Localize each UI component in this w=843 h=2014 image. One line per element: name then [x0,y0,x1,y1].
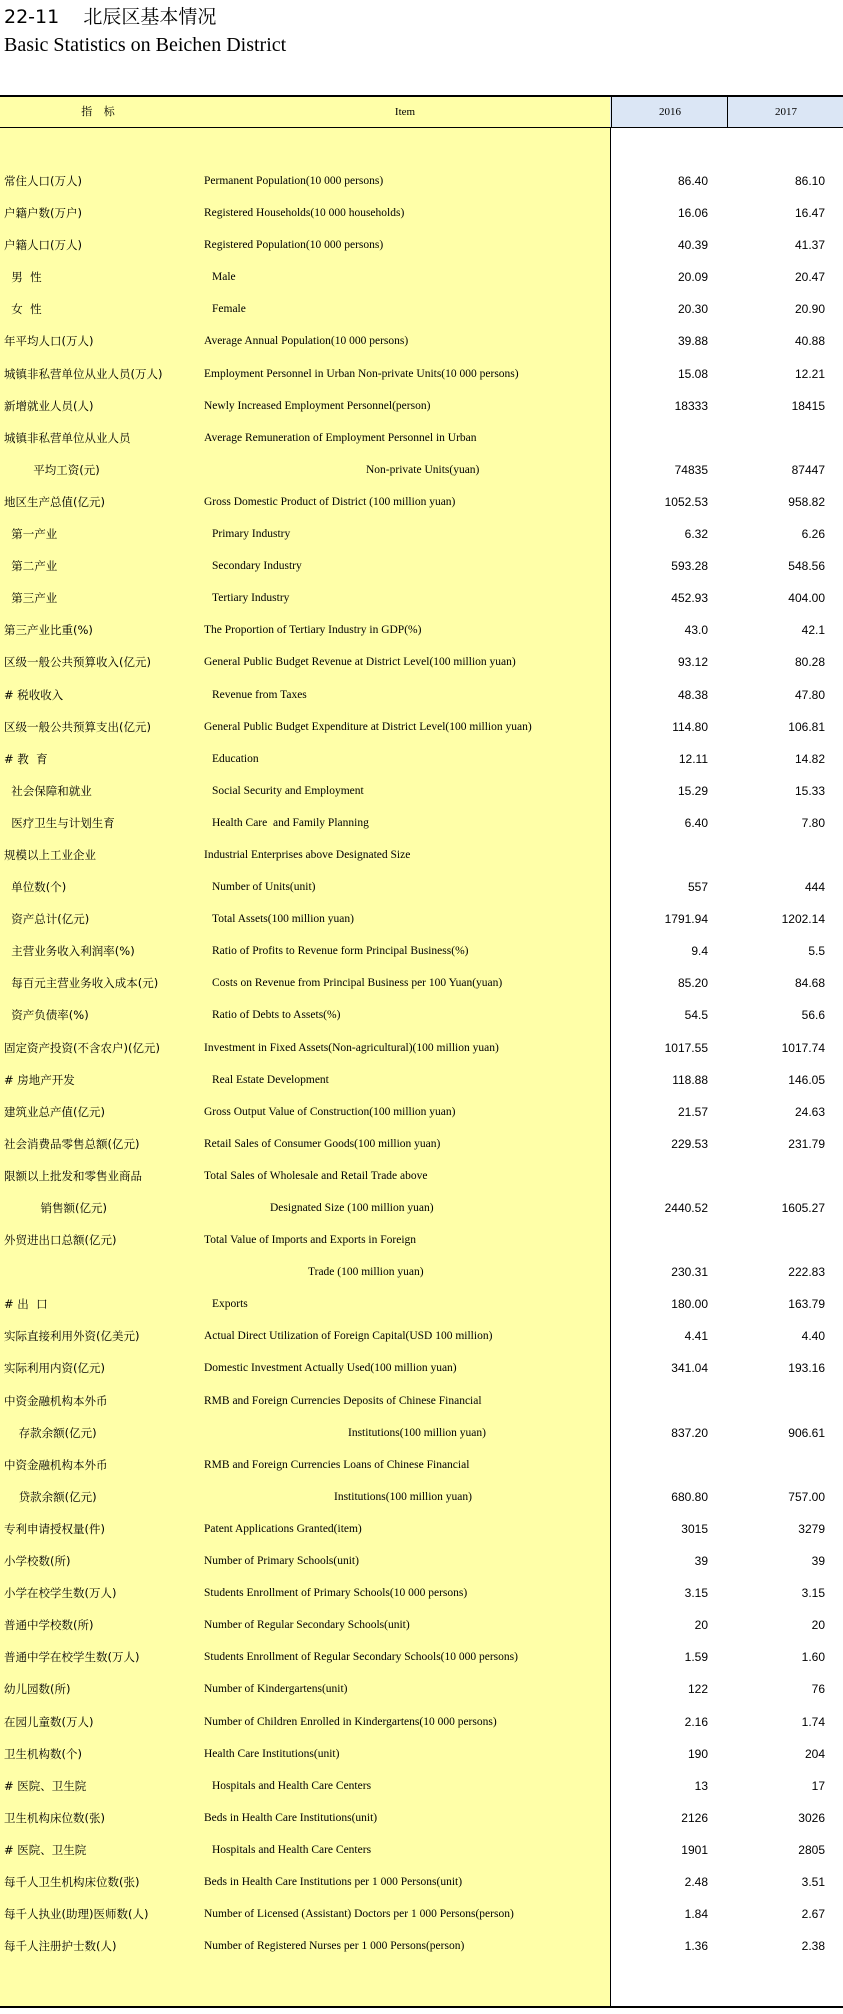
table-row [0,614,843,646]
table-row [0,1032,843,1064]
item-en: Health Care Institutions(unit) [204,1747,340,1760]
value-2016: 1.59 [684,1650,708,1665]
value-2017: 42.1 [801,623,825,638]
item-en: Education [212,752,259,765]
item-en: Trade (100 million yuan) [308,1266,424,1279]
value-2017: 1605.27 [781,1201,825,1215]
table-row [0,1256,843,1288]
item-en: Tertiary Industry [212,592,290,605]
value-2017: 548.56 [788,559,825,574]
value-2016: 190 [687,1746,708,1761]
table-row [0,679,843,711]
indicator-zh: 第二产业 [4,559,58,574]
indicator-zh: 普通中学校数(所) [4,1618,94,1633]
bottom-rule [0,2006,843,2008]
indicator-zh: 主营业务收入利润率(%) [4,944,135,959]
value-2016: 3015 [681,1521,708,1536]
indicator-zh: 中资金融机构本外币 [4,1457,108,1472]
title-block [4,4,286,58]
item-en: Designated Size (100 million yuan) [270,1202,434,1214]
table-header [0,95,843,128]
indicator-zh: 卫生机构床位数(张) [4,1810,105,1825]
value-2016: 20.30 [677,302,708,317]
item-en: Number of Regular Secondary Schools(unit) [204,1619,410,1632]
value-2017: 2805 [798,1842,825,1857]
table-title-zh: 22-11 北辰区基本情况 [4,6,217,28]
value-2016: 837.20 [671,1425,708,1440]
table-row [0,1096,843,1128]
item-en: General Public Budget Revenue at District Level(100 million yuan) [204,656,516,669]
indicator-zh: 在园儿童数(万人) [4,1714,94,1729]
item-en: Primary Industry [212,528,291,541]
value-2017: 757.00 [788,1489,825,1504]
indicator-zh: 资产负债率(%) [4,1008,89,1023]
item-en: RMB and Foreign Currencies Loans of Chinese Financial [204,1458,470,1471]
indicator-zh: 区级一般公共预算收入(亿元) [4,655,151,670]
item-en: Male [212,271,236,284]
indicator-zh: # 出 口 [4,1297,48,1312]
indicator-zh: 资产总计(亿元) [4,912,90,927]
item-en: Ratio of Debts to Assets(%) [212,1009,341,1022]
item-en: Investment in Fixed Assets(Non-agricultural)(100 million yuan) [204,1041,499,1054]
item-en: Revenue from Taxes [212,688,307,701]
value-2017: 24.63 [794,1104,825,1119]
table-title-en: Basic Statistics on Beichen District [4,34,287,56]
value-2017: 1202.14 [781,912,825,927]
indicator-zh: # 医院、卫生院 [4,1842,87,1857]
value-2017: 17 [811,1778,825,1793]
table-row [0,325,843,357]
value-2016: 1791.94 [664,912,708,927]
value-2017: 146.05 [788,1072,825,1087]
item-en: Secondary Industry [212,560,302,573]
item-en: Patent Applications Granted(item) [204,1522,362,1535]
value-2016: 593.28 [671,559,708,574]
indicator-zh: 户籍户数(万户) [4,206,82,221]
indicator-zh: 第三产业 [4,591,58,606]
item-en: Number of Licensed (Assistant) Doctors per 1 000 Persons(person) [204,1908,514,1921]
value-2016: 2.48 [684,1874,708,1889]
item-en: Domestic Investment Actually Used(100 million yuan) [204,1362,457,1375]
indicator-zh: 地区生产总值(亿元) [4,494,105,509]
value-2016: 1017.55 [664,1040,708,1055]
table-row [0,582,843,614]
value-2016: 452.93 [671,591,708,606]
table-row [0,1866,843,1898]
value-2017: 1.60 [801,1650,825,1665]
item-en: Permanent Population(10 000 persons) [204,175,384,187]
table-row [0,1577,843,1609]
header-item: Item [394,106,416,118]
value-2016: 21.57 [677,1104,708,1119]
value-2016: 114.80 [672,719,708,734]
item-en: The Proportion of Tertiary Industry in GDP(%) [204,624,422,637]
value-2017: 5.5 [808,944,825,959]
value-2016: 4.41 [684,1329,708,1344]
header-2017: 2017 [727,97,843,127]
table-row [0,1673,843,1705]
table-body [0,128,843,2008]
value-2017: 47.80 [794,687,825,702]
value-2017: 76 [811,1682,825,1697]
table-row [0,1128,843,1160]
value-2016: 13 [694,1778,708,1793]
indicator-zh: 平均工资(元) [4,462,100,477]
value-2016: 12.11 [678,751,708,766]
value-2016: 15.08 [677,366,708,381]
value-2017: 2.67 [801,1907,825,1922]
value-2017: 906.61 [788,1425,825,1440]
item-en: Gross Domestic Product of District (100 million yuan) [204,495,456,508]
indicator-zh: 第三产业比重(%) [4,623,93,638]
table-row [0,1930,843,1962]
indicator-zh: 专利申请授权量(件) [4,1521,105,1536]
indicator-zh: 中资金融机构本外币 [4,1393,108,1408]
item-en: Costs on Revenue from Principal Business per 100 Yuan(yuan) [212,977,503,990]
value-2017: 958.82 [788,494,825,509]
indicator-zh: # 教 育 [4,751,48,766]
table-row [0,839,843,871]
header-2016: 2016 [611,97,728,127]
indicator-zh: 幼儿园数(所) [4,1682,71,1697]
indicator-zh: 第一产业 [4,527,58,542]
value-2016: 2126 [681,1810,708,1825]
indicator-zh: 实际直接利用外资(亿美元) [4,1329,140,1344]
value-2017: 222.83 [788,1265,825,1280]
table-row [0,1160,843,1192]
item-en: Social Security and Employment [212,784,364,797]
item-en: Ratio of Profits to Revenue form Principal Business(%) [212,945,469,958]
item-en: Employment Personnel in Urban Non-private Units(10 000 persons) [204,367,519,380]
value-2016: 54.5 [684,1008,708,1023]
value-2017: 1.74 [801,1714,825,1729]
item-en: Total Assets(100 million yuan) [212,913,354,926]
indicator-zh: 规模以上工业企业 [4,847,96,862]
value-2017: 7.80 [801,815,825,830]
indicator-zh: 户籍人口(万人) [4,238,82,253]
value-2016: 122 [687,1682,708,1697]
indicator-zh: 男 性 [4,270,42,285]
table-row [0,1352,843,1384]
table-row [0,1898,843,1930]
table-row [0,775,843,807]
table-row [0,261,843,293]
value-2016: 1.36 [684,1939,708,1954]
item-en: Number of Registered Nurses per 1 000 Persons(person) [204,1940,465,1953]
value-2017: 163.79 [788,1297,825,1312]
table-row [0,935,843,967]
item-en: Number of Units(unit) [212,881,316,894]
value-2017: 16.47 [794,206,825,221]
table-row [0,711,843,743]
value-2016: 74835 [674,462,708,477]
value-2017: 193.16 [788,1361,825,1376]
indicator-zh: 实际利用内资(亿元) [4,1361,105,1376]
value-2017: 80.28 [794,655,825,670]
item-en: RMB and Foreign Currencies Deposits of Chinese Financial [204,1394,482,1407]
value-2016: 2.16 [684,1714,708,1729]
table-row [0,518,843,550]
value-2017: 41.37 [794,238,825,253]
value-2016: 3.15 [684,1586,708,1601]
value-2017: 444 [804,880,825,895]
value-2017: 20 [811,1618,825,1633]
item-en: Beds in Health Care Institutions per 1 000 Persons(unit) [204,1875,463,1888]
value-2016: 6.40 [684,815,708,830]
table-rows [0,165,843,1962]
value-2017: 84.68 [794,976,825,991]
table-row [0,1288,843,1320]
item-en: Beds in Health Care Institutions(unit) [204,1811,378,1824]
value-2016: 20 [694,1618,708,1633]
indicator-zh: 贷款余额(亿元) [4,1489,97,1504]
table-row [0,1609,843,1641]
item-en: Gross Output Value of Construction(100 million yuan) [204,1105,456,1118]
value-2017: 20.47 [794,270,825,285]
indicator-zh: 每千人执业(助理)医师数(人) [4,1907,149,1922]
indicator-zh: 存款余额(亿元) [4,1425,97,1440]
value-2017: 39 [811,1554,825,1569]
value-2016: 39 [694,1554,708,1569]
item-en: Retail Sales of Consumer Goods(100 million yuan) [204,1137,441,1150]
item-en: Hospitals and Health Care Centers [212,1779,372,1792]
value-2016: 20.09 [677,270,708,285]
value-2017: 3.51 [801,1874,825,1889]
value-2017: 2.38 [801,1939,825,1954]
value-2016: 86.40 [677,174,708,188]
indicator-zh: 小学在校学生数(万人) [4,1586,117,1601]
table-row [0,1834,843,1866]
item-en: Number of Children Enrolled in Kindergartens(10 000 persons) [204,1715,497,1728]
value-2016: 1901 [681,1842,708,1857]
table-row [0,1320,843,1352]
value-2016: 16.06 [677,206,708,221]
table-row [0,967,843,999]
indicator-zh: 固定资产投资(不含农户)(亿元) [4,1040,160,1055]
table-row [0,1706,843,1738]
indicator-zh: 社会消费品零售总额(亿元) [4,1136,140,1151]
table-row [0,1449,843,1481]
value-2017: 86.10 [794,174,825,188]
item-en: Number of Primary Schools(unit) [204,1555,359,1568]
table-row [0,807,843,839]
table-row [0,646,843,678]
value-2017: 40.88 [794,334,825,349]
item-en: Institutions(100 million yuan) [334,1490,472,1503]
value-2016: 1.84 [684,1907,708,1922]
table-row [0,454,843,486]
value-2017: 87447 [791,462,825,477]
indicator-zh: 医疗卫生与计划生育 [4,815,115,830]
value-2017: 3026 [798,1810,825,1825]
value-2016: 39.88 [677,334,708,349]
value-2016: 229.53 [671,1136,708,1151]
table-row [0,390,843,422]
indicator-zh: 卫生机构数(个) [4,1746,82,1761]
indicator-zh: 销售额(亿元) [4,1201,108,1215]
value-2016: 118.88 [672,1072,708,1087]
indicator-zh: 每千人卫生机构床位数(张) [4,1874,140,1889]
value-2017: 18415 [791,398,825,413]
value-2016: 341.04 [671,1361,708,1376]
value-2016: 40.39 [677,238,708,253]
table-row [0,422,843,454]
value-2017: 3.15 [801,1586,825,1601]
item-en: Total Sales of Wholesale and Retail Trade above [204,1169,428,1182]
value-2017: 6.26 [801,527,825,542]
value-2017: 1017.74 [781,1040,825,1055]
indicator-zh: 每千人注册护士数(人) [4,1939,117,1954]
indicator-zh: 外贸进出口总额(亿元) [4,1233,117,1248]
item-en: Actual Direct Utilization of Foreign Capital(USD 100 million) [204,1330,493,1343]
table-row [0,1224,843,1256]
value-2016: 6.32 [684,527,708,542]
table-row [0,903,843,935]
table-row [0,743,843,775]
indicator-zh: 年平均人口(万人) [4,334,94,349]
value-2017: 14.82 [794,751,825,766]
table-row [0,1802,843,1834]
item-en: Registered Households(10 000 households) [204,207,405,220]
value-2016: 48.38 [677,687,708,702]
indicator-zh: 区级一般公共预算支出(亿元) [4,719,151,734]
table-row [0,1481,843,1513]
indicator-zh: 社会保障和就业 [4,783,92,798]
table-row [0,871,843,903]
value-2016: 18333 [674,398,708,413]
table-row [0,293,843,325]
item-en: Real Estate Development [212,1073,329,1086]
table-row [0,1417,843,1449]
indicator-zh: 小学校数(所) [4,1554,71,1569]
item-en: Average Remuneration of Employment Personnel in Urban [204,431,477,444]
indicator-zh: 城镇非私营单位从业人员 [4,430,131,445]
table-row [0,1770,843,1802]
indicator-zh: 常住人口(万人) [4,174,82,188]
indicator-zh: 建筑业总产值(亿元) [4,1104,105,1119]
indicator-zh: 每百元主营业务收入成本(元) [4,976,159,991]
item-en: Hospitals and Health Care Centers [212,1843,372,1856]
indicator-zh: 新增就业人员(人) [4,398,94,413]
table-row [0,229,843,261]
value-2016: 85.20 [677,976,708,991]
value-2017: 12.21 [794,366,825,381]
indicator-zh: # 医院、卫生院 [4,1778,87,1793]
statistics-table [0,95,843,2008]
item-en: Students Enrollment of Regular Secondary Schools(10 000 persons) [204,1651,518,1664]
table-row [0,1064,843,1096]
table-row [0,1385,843,1417]
indicator-zh: 限额以上批发和零售业商品 [4,1168,142,1183]
table-row [0,358,843,390]
indicator-zh: 普通中学在校学生数(万人) [4,1650,140,1665]
item-en: Exports [212,1298,248,1311]
value-2016: 93.12 [677,655,708,670]
item-en: Institutions(100 million yuan) [348,1426,486,1439]
item-en: Number of Kindergartens(unit) [204,1683,348,1696]
indicator-zh: # 房地产开发 [4,1072,75,1087]
indicator-zh: 女 性 [4,302,42,317]
value-2017: 56.6 [801,1008,825,1023]
item-en: Students Enrollment of Primary Schools(10 000 persons) [204,1587,468,1600]
table-row [0,1513,843,1545]
item-en: Newly Increased Employment Personnel(person) [204,399,431,412]
value-2016: 180.00 [671,1297,708,1312]
item-en: Health Care and Family Planning [212,816,369,829]
table-row [0,999,843,1031]
header-indicator: 指 标 [81,105,119,118]
table-row [0,165,843,197]
item-en: Non-private Units(yuan) [366,463,480,476]
table-row [0,1641,843,1673]
value-2017: 106.81 [788,719,825,734]
table-row [0,1192,843,1224]
value-2016: 1052.53 [664,494,708,509]
table-row [0,550,843,582]
value-2017: 20.90 [794,302,825,317]
value-2016: 680.80 [671,1489,708,1504]
item-en: Average Annual Population(10 000 persons) [204,335,409,348]
indicator-zh: 单位数(个) [4,880,67,895]
item-en: Registered Population(10 000 persons) [204,239,384,252]
value-2016: 230.31 [671,1265,708,1280]
item-en: Total Value of Imports and Exports in Foreign [204,1234,417,1247]
table-row [0,1545,843,1577]
value-2016: 15.29 [677,783,708,798]
value-2017: 15.33 [794,783,825,798]
value-2017: 4.40 [801,1329,825,1344]
item-en: Female [212,303,246,316]
table-row [0,486,843,518]
value-2017: 231.79 [788,1136,825,1151]
value-2016: 2440.52 [664,1201,708,1215]
item-en: Industrial Enterprises above Designated Size [204,848,411,861]
item-en: General Public Budget Expenditure at District Level(100 million yuan) [204,720,532,733]
value-2017: 404.00 [788,591,825,606]
value-2016: 9.4 [691,944,708,959]
table-row [0,197,843,229]
indicator-zh: # 税收收入 [4,687,64,702]
table-row [0,1738,843,1770]
indicator-zh: 城镇非私营单位从业人员(万人) [4,366,163,381]
value-2017: 204 [804,1746,825,1761]
value-2017: 3279 [798,1521,825,1536]
value-2016: 557 [687,880,708,895]
value-2016: 43.0 [684,623,708,638]
